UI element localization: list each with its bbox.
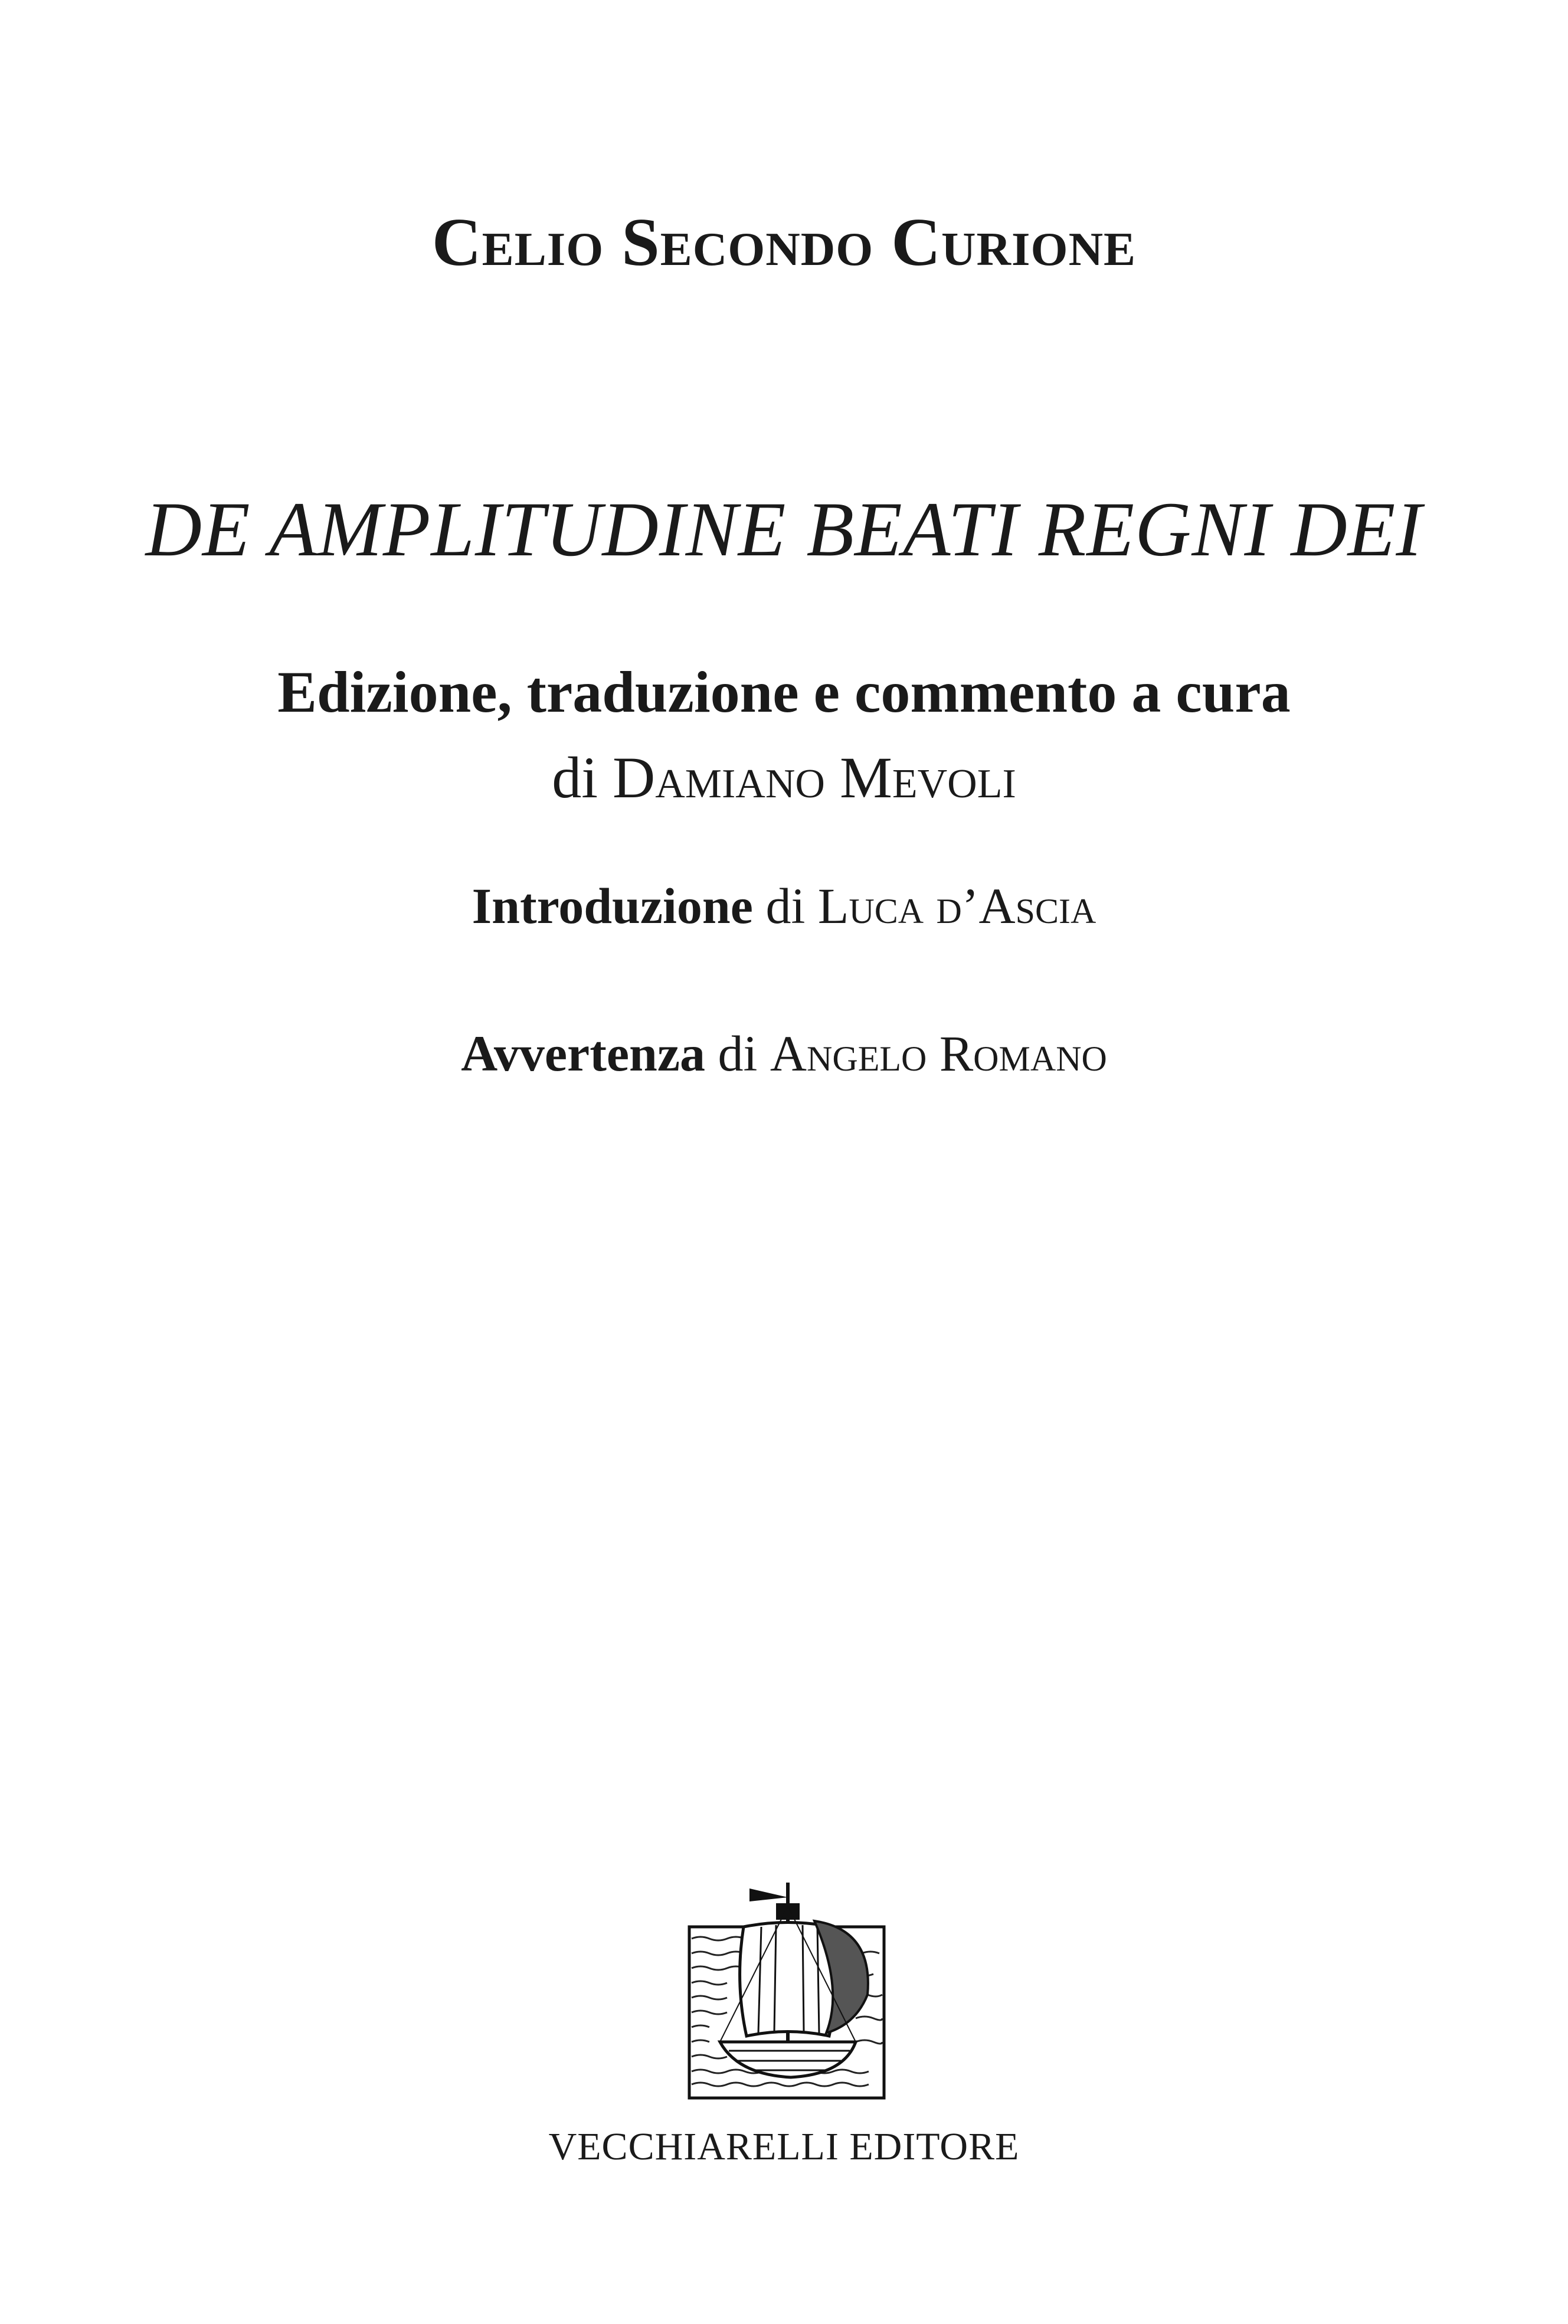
warning-label: Avvertenza <box>461 1025 706 1082</box>
introduction-credit <box>0 876 1568 935</box>
introduction-author: Luca d’Ascia <box>817 878 1096 934</box>
publisher-name: VECCHIARELLI EDITORE <box>548 2125 1020 2168</box>
warning-prefix: di <box>718 1025 758 1082</box>
introduction-label: Introduzione <box>472 878 753 934</box>
editor-name: Damiano Mevoli <box>612 745 1016 810</box>
book-title: DE AMPLITUDINE BEATI REGNI DEI <box>145 486 1423 572</box>
author-name: Celio Secondo Curione <box>431 205 1137 280</box>
editor-credit <box>0 744 1568 811</box>
editor-prefix: di <box>552 745 598 810</box>
edition-credit-line: Edizione, traduzione e commento a cura <box>277 659 1291 725</box>
ship-logo-icon <box>679 1871 894 2107</box>
warning-author: Angelo Romano <box>770 1025 1107 1082</box>
warning-credit <box>0 1024 1568 1083</box>
introduction-prefix: di <box>765 878 806 934</box>
